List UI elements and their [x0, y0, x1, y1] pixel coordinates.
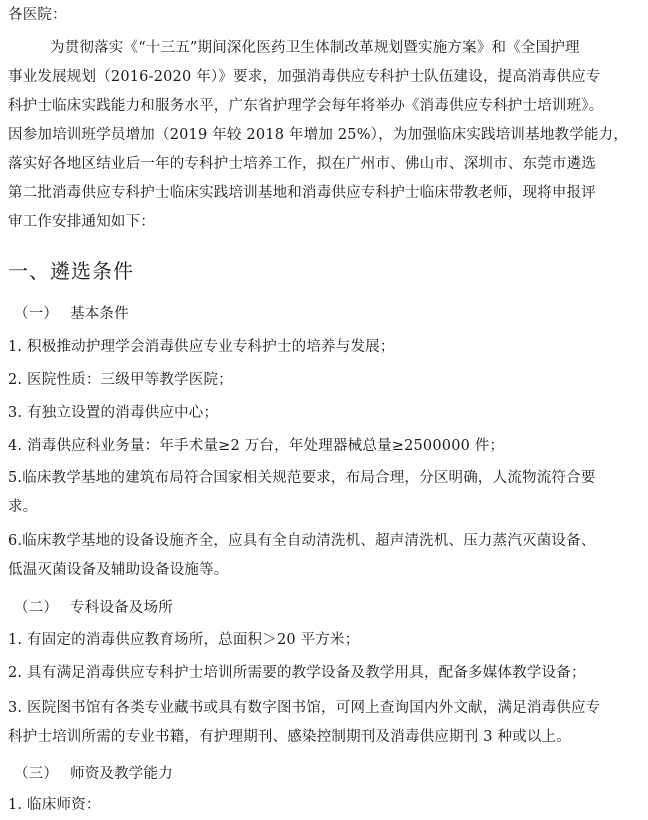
intro-line-4: 因参加培训班学员增加（2019 年较 2018 年增加 25%），为加强临床实践培训基地教学能力， [8, 127, 629, 143]
basic-item-1: 1. 积极推动护理学会消毒供应专业专科护士的培养与发展； [8, 339, 395, 355]
facilities-item-2: 2. 具有满足消毒供应专科护士培训所需要的教学设备及教学用具，配备多媒体教学设备； [8, 665, 586, 681]
intro-line-7: 审工作安排通知如下： [8, 214, 155, 230]
subsection-title: 专科设备及场所 [70, 600, 173, 616]
basic-item-2: 2. 医院性质：三级甲等教学医院； [8, 372, 233, 388]
basic-item-6-line-1: 6.临床教学基地的设备设施齐全，应具有全自动清洗机、超声清洗机、压力蒸汽灭菌设备、 [8, 533, 596, 549]
intro-line-6: 第二批消毒供应专科护士临床实践培训基地和消毒供应专科护士临床带教老师，现将申报评 [8, 185, 596, 201]
basic-item-4: 4. 消毒供应科业务量：年手术量≥2 万台，年处理器械总量≥2500000 件； [8, 438, 505, 454]
basic-item-6-line-2: 低温灭菌设备及辅助设备设施等。 [8, 562, 229, 578]
facilities-item-3-line-1: 3. 医院图书馆有各类专业藏书或具有数字图书馆，可网上查询国内外文献，满足消毒供应专 [8, 700, 601, 716]
facilities-item-3-line-2: 科护士培训所需的专业书籍，有护理期刊、感染控制期刊及消毒供应期刊 3 种或以上。 [8, 729, 571, 745]
subsection-number: （三） [14, 766, 59, 782]
basic-item-5-line-2: 求。 [8, 499, 38, 515]
facilities-item-1: 1. 有固定的消毒供应教育场所，总面积＞20 平方米； [8, 632, 360, 648]
subsection-heading-faculty [14, 764, 173, 784]
salutation: 各医院： [8, 7, 67, 23]
subsection-heading-facilities [14, 598, 173, 618]
section-heading: 一、遴选条件 [8, 259, 134, 283]
subsection-number: （一） [14, 306, 59, 322]
intro-line-3: 科护士临床实践能力和服务水平，广东省护理学会每年将举办《消毒供应专科护士培训班》。 [8, 98, 604, 114]
intro-line-2: 事业发展规划（2016-2020 年）》要求，加强消毒供应专科护士队伍建设，提高消毒供应专 [8, 69, 601, 85]
subsection-title: 师资及教学能力 [70, 766, 173, 782]
subsection-heading-basic [14, 304, 129, 324]
intro-line-5: 落实好各地区结业后一年的专科护士培养工作，拟在广州市、佛山市、深圳市、东莞市遴选 [8, 156, 596, 172]
basic-item-3: 3. 有独立设置的消毒供应中心； [8, 405, 219, 421]
basic-item-5-line-1: 5.临床教学基地的建筑布局符合国家相关规范要求，布局合理，分区明确，人流物流符合要 [8, 470, 596, 486]
subsection-title: 基本条件 [70, 306, 129, 322]
intro-line-1: 为贯彻落实《“十三五”期间深化医药卫生体制改革规划暨实施方案》和《全国护理 [50, 40, 580, 56]
subsection-number: （二） [14, 600, 59, 616]
faculty-item-1: 1. 临床师资： [8, 797, 101, 813]
